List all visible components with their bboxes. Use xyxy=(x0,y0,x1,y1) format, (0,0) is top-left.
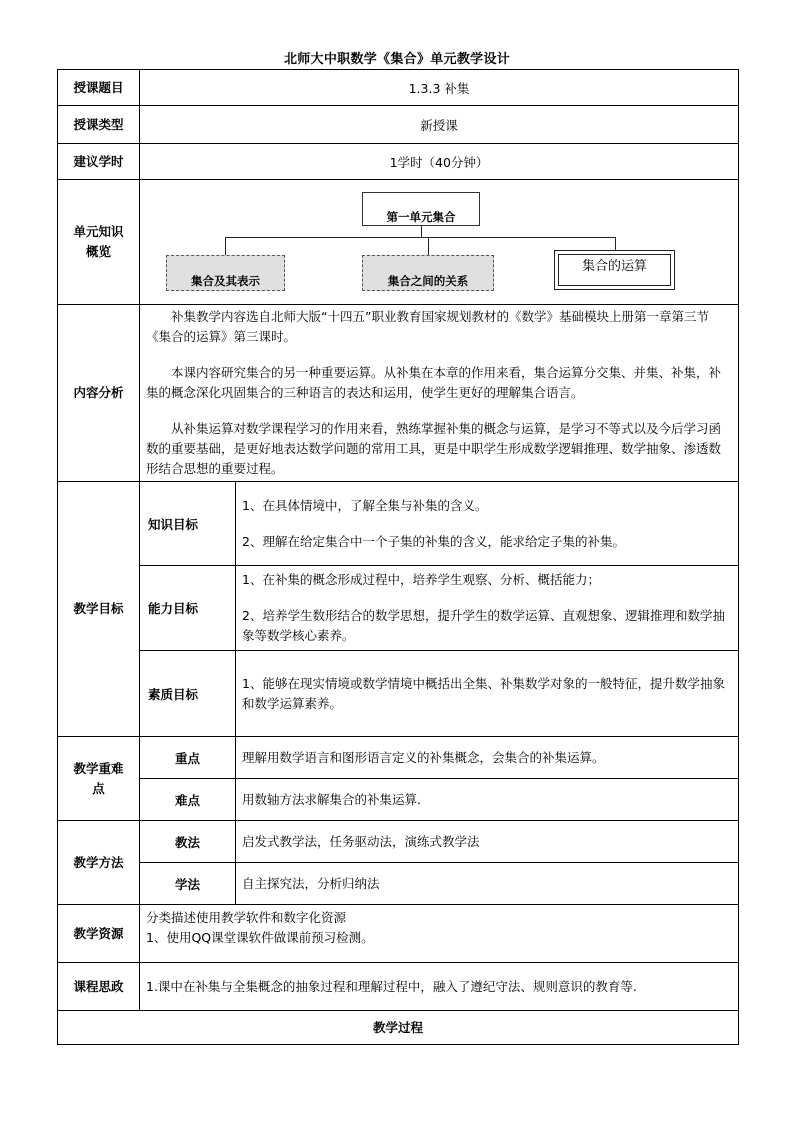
resources-line: 分类描述使用教学软件和数字化资源 xyxy=(146,910,347,925)
row-hours xyxy=(58,144,739,180)
analysis-paragraph: 本课内容研究集合的另一种重要运算。从补集在本章的作用来看，集合运算分交集、并集、补集，补集的概念深化巩固集合的三种语言的表达和运用，使学生更好的理解集合语言。 xyxy=(146,365,722,400)
ability-goal-label: 能力目标 xyxy=(140,566,236,651)
row-difficult-point xyxy=(58,779,739,821)
quality-goal-item: 1、能够在现实情境或数学情境中概括出全集、补集数学对象的一般特征，提升数学抽象和数学运算素养。 xyxy=(242,675,725,711)
knowledge-goal-item: 1、在具体情境中，了解全集与补集的含义。 xyxy=(242,497,488,513)
type-label: 授课类型 xyxy=(58,106,140,144)
resources-label: 教学资源 xyxy=(58,905,140,963)
diagram-connector xyxy=(615,237,616,250)
knowledge-goal-content xyxy=(236,482,739,566)
ideology-value: 1.课中在补集与全集概念的抽象过程和理解过程中，融入了遵纪守法、规则意识的教育等. xyxy=(140,963,739,1011)
difficult-point-value: 用数轴方法求解集合的补集运算. xyxy=(236,779,739,821)
resources-line: 1、使用QQ课堂课软件做课前预习检测。 xyxy=(146,930,374,945)
process-heading: 教学过程 xyxy=(58,1011,739,1045)
overview-label-line1: 单元知识 xyxy=(73,224,124,239)
keypoints-label-line2: 点 xyxy=(92,780,105,796)
row-learn-method xyxy=(58,863,739,905)
overview-diagram-cell xyxy=(140,180,739,305)
row-key-point xyxy=(58,737,739,779)
hours-label: 建议学时 xyxy=(58,144,140,180)
row-ideology xyxy=(58,963,739,1011)
knowledge-goal-label: 知识目标 xyxy=(140,482,236,566)
diagram-child-box xyxy=(554,250,675,290)
hours-value: 1学时（40分钟） xyxy=(140,144,739,180)
diagram-root-box: 第一单元集合 xyxy=(362,192,480,226)
row-ability-goal xyxy=(58,566,739,651)
type-value: 新授课 xyxy=(140,106,739,144)
objectives-label: 教学目标 xyxy=(58,482,140,737)
row-process xyxy=(58,1011,739,1045)
topic-label: 授课题目 xyxy=(58,70,140,106)
analysis-paragraph: 补集教学内容选自北师大版“十四五”职业教育国家规划教材的《数学》基础模块上册第一章第三节《集合的运算》第三课时。 xyxy=(146,309,709,344)
learn-method-label: 学法 xyxy=(140,863,236,905)
row-overview xyxy=(58,180,739,305)
row-teach-method xyxy=(58,821,739,863)
overview-label xyxy=(58,180,140,305)
ability-goal-item: 1、在补集的概念形成过程中，培养学生观察、分析、概括能力； xyxy=(242,572,600,587)
analysis-content xyxy=(140,305,739,482)
diagram-child-box: 集合之间的关系 xyxy=(362,255,494,291)
quality-goal-label: 素质目标 xyxy=(140,651,236,737)
row-topic xyxy=(58,70,739,106)
knowledge-goal-item: 2、理解在给定集合中一个子集的补集的含义，能求给定子集的补集。 xyxy=(242,533,625,549)
keypoints-label xyxy=(58,737,140,821)
overview-label-line2: 概览 xyxy=(85,244,111,259)
difficult-point-label: 难点 xyxy=(140,779,236,821)
ability-goal-content xyxy=(236,566,739,651)
diagram-inner-border xyxy=(558,254,671,286)
row-analysis xyxy=(58,305,739,482)
unit-structure-diagram xyxy=(140,182,740,302)
diagram-connector xyxy=(225,237,226,255)
key-point-value: 理解用数学语言和图形语言定义的补集概念，会集合的补集运算。 xyxy=(236,737,739,779)
analysis-label: 内容分析 xyxy=(58,305,140,482)
diagram-child-label: 集合的运算 xyxy=(581,259,647,274)
teach-method-value: 启发式教学法，任务驱动法，演练式教学法 xyxy=(236,821,739,863)
analysis-paragraph: 从补集运算对数学课程学习的作用来看，熟练掌握补集的概念与运算，是学习不等式以及今后学习函数的重要基础，是更好地表达数学问题的常用工具，更是中职学生形成数学逻辑推理、数学抽象、渗透数形结合思想的重要过程。 xyxy=(146,421,722,476)
diagram-child-box: 集合及其表示 xyxy=(166,255,285,291)
resources-content xyxy=(140,905,739,963)
ideology-label: 课程思政 xyxy=(58,963,140,1011)
row-resources xyxy=(58,905,739,963)
topic-value: 1.3.3 补集 xyxy=(140,70,739,106)
diagram-connector xyxy=(225,237,615,238)
row-type xyxy=(58,106,739,144)
diagram-connector xyxy=(428,237,429,255)
document-title: 北师大中职数学《集合》单元教学设计 xyxy=(283,52,511,67)
ability-goal-item: 2、培养学生数形结合的数学思想，提升学生的数学运算、直观想象、逻辑推理和数学抽象等数学核心素养。 xyxy=(242,608,725,643)
learn-method-value: 自主探究法，分析归纳法 xyxy=(236,863,739,905)
methods-label: 教学方法 xyxy=(58,821,140,905)
diagram-connector xyxy=(421,226,422,237)
row-knowledge-goal xyxy=(58,482,739,566)
quality-goal-content xyxy=(236,651,739,737)
lesson-plan-table xyxy=(57,69,739,1045)
key-point-label: 重点 xyxy=(140,737,236,779)
row-quality-goal xyxy=(58,651,739,737)
teach-method-label: 教法 xyxy=(140,821,236,863)
keypoints-label-line1: 教学重难 xyxy=(73,760,124,776)
